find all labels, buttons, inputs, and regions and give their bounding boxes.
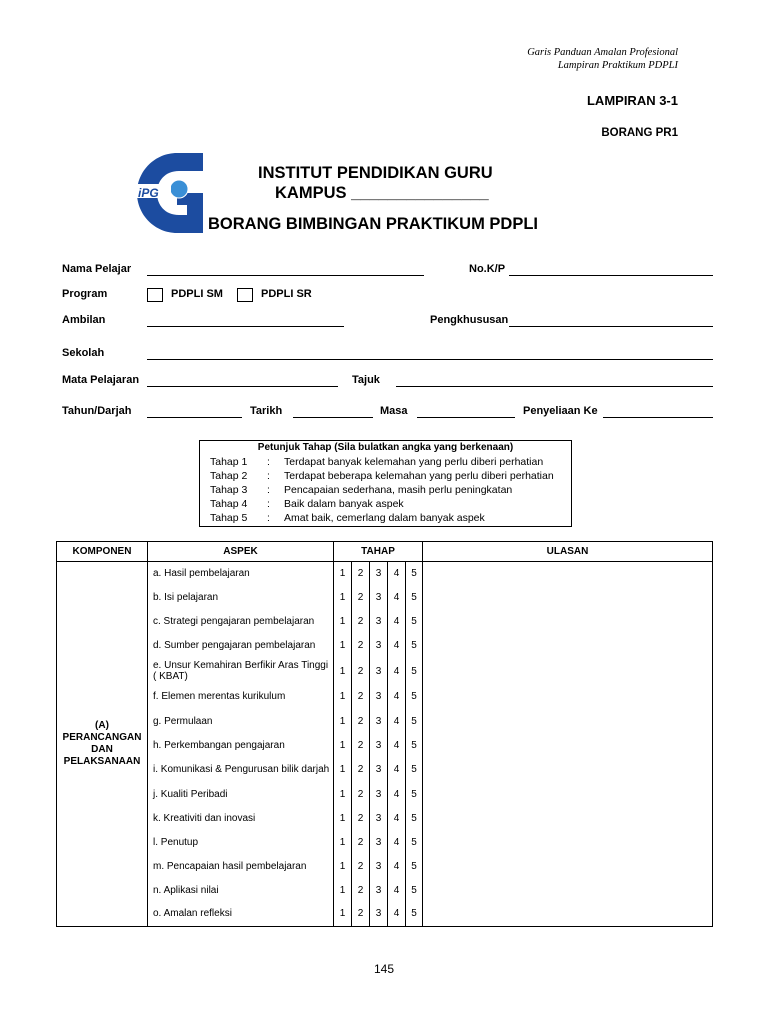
level-option-3[interactable]: 3 [370,902,388,927]
pdpli-sr-label: PDPLI SR [261,288,312,300]
year-class-field[interactable] [147,417,242,418]
level-description: Terdapat banyak kelemahan yang perlu diberi perhatian [284,456,544,468]
level-option-2[interactable]: 2 [352,782,370,807]
year-class-label: Tahun/Darjah [62,405,132,417]
aspect-cell: n. Aplikasi nilai [148,879,334,902]
school-label: Sekolah [62,347,105,359]
aspect-cell: o. Amalan refleksi [148,902,334,927]
level-option-5[interactable]: 5 [406,658,423,685]
component-line: PELAKSANAAN [63,756,141,767]
level-option-1[interactable]: 1 [334,758,352,782]
header-appendix-subtitle: Lampiran Praktikum PDPLI [557,60,678,71]
header-component: KOMPONEN [57,542,148,562]
header-comments: ULASAN [423,542,713,562]
level-option-1[interactable]: 1 [334,585,352,610]
level-option-2[interactable]: 2 [352,562,370,585]
page-number: 145 [373,962,395,976]
ipg-logo [137,153,207,233]
supervision-field[interactable] [603,417,713,418]
level-option-2[interactable]: 2 [352,758,370,782]
level-option-2[interactable]: 2 [352,855,370,879]
level-option-2[interactable]: 2 [352,610,370,633]
level-option-4[interactable]: 4 [388,658,406,685]
institute-title: INSTITUT PENDIDIKAN GURU [258,164,493,182]
topic-label: Tajuk [352,374,380,386]
level-option-3[interactable]: 3 [370,610,388,633]
level-option-3[interactable]: 3 [370,855,388,879]
level-option-3[interactable]: 3 [370,658,388,685]
subject-field[interactable] [147,386,338,387]
component-line: PERANCANGAN [62,732,142,743]
level-option-5[interactable]: 5 [406,855,423,879]
level-option-3[interactable]: 3 [370,782,388,807]
level-option-1[interactable]: 1 [334,709,352,734]
level-description: Baik dalam banyak aspek [284,498,404,510]
level-option-5[interactable]: 5 [406,734,423,758]
level-separator: : [267,484,270,496]
level-separator: : [267,456,270,468]
level-option-1[interactable]: 1 [334,610,352,633]
level-option-4[interactable]: 4 [388,902,406,927]
aspect-cell: f. Elemen merentas kurikulum [148,685,334,709]
supervision-label: Penyeliaan Ke [523,405,598,417]
level-option-1[interactable]: 1 [334,807,352,830]
level-option-4[interactable]: 4 [388,633,406,658]
level-description: Amat baik, cemerlang dalam banyak aspek [284,512,485,524]
level-option-3[interactable]: 3 [370,879,388,902]
pdpli-sm-checkbox[interactable] [147,288,163,302]
level-guide-box [199,440,572,527]
specialization-label: Pengkhususan [430,314,509,326]
borang-label: BORANG PR1 [601,127,678,139]
level-option-1[interactable]: 1 [334,633,352,658]
level-option-5[interactable]: 5 [406,807,423,830]
campus-title: KAMPUS _______________ [275,184,489,202]
level-option-4[interactable]: 4 [388,585,406,610]
level-description: Pencapaian sederhana, masih perlu peningkatan [284,484,513,496]
time-field[interactable] [417,417,515,418]
level-option-5[interactable]: 5 [406,879,423,902]
level-option-2[interactable]: 2 [352,807,370,830]
level-option-2[interactable]: 2 [352,585,370,610]
level-option-1[interactable]: 1 [334,879,352,902]
date-field[interactable] [293,417,373,418]
level-name: Tahap 5 [210,512,248,524]
aspect-cell: j. Kualiti Peribadi [148,782,334,807]
aspect-cell: a. Hasil pembelajaran [148,562,334,585]
level-option-3[interactable]: 3 [370,685,388,709]
level-option-4[interactable]: 4 [388,807,406,830]
level-name: Tahap 4 [210,498,248,510]
level-option-1[interactable]: 1 [334,734,352,758]
pdpli-sm-label: PDPLI SM [171,288,223,300]
ic-number-label: No.K/P [469,263,506,275]
level-option-1[interactable]: 1 [334,562,352,585]
level-separator: : [267,512,270,524]
level-option-5[interactable]: 5 [406,709,423,734]
aspect-cell: h. Perkembangan pengajaran [148,734,334,758]
level-option-2[interactable]: 2 [352,879,370,902]
table-header-row [57,542,713,562]
level-option-3[interactable]: 3 [370,585,388,610]
level-option-5[interactable]: 5 [406,685,423,709]
ipg-logo-text: iPG [138,186,159,200]
level-guide-title: Petunjuk Tahap (Sila bulatkan angka yang berkenaan) [257,442,514,453]
evaluation-table [56,541,713,927]
component-line: (A) [95,720,109,731]
aspect-cell: c. Strategi pengajaran pembelajaran [148,610,334,633]
level-option-3[interactable]: 3 [370,709,388,734]
comments-cell[interactable] [423,562,713,927]
level-option-5[interactable]: 5 [406,758,423,782]
header-aspect: ASPEK [148,542,334,562]
aspect-cell: g. Permulaan [148,709,334,734]
level-option-5[interactable]: 5 [406,902,423,927]
subject-label: Mata Pelajaran [62,374,140,386]
header-guideline-title: Garis Panduan Amalan Profesional [527,47,678,58]
specialization-field[interactable] [509,326,713,327]
level-option-4[interactable]: 4 [388,758,406,782]
aspect-cell: m. Pencapaian hasil pembelajaran [148,855,334,879]
level-option-3[interactable]: 3 [370,807,388,830]
level-option-4[interactable]: 4 [388,782,406,807]
level-option-1[interactable]: 1 [334,658,352,685]
level-option-3[interactable]: 3 [370,734,388,758]
ic-number-field[interactable] [509,275,713,276]
time-label: Masa [380,405,408,417]
level-option-1[interactable]: 1 [334,902,352,927]
intake-field[interactable] [147,326,344,327]
pdpli-sr-checkbox[interactable] [237,288,253,302]
aspect-cell: e. Unsur Kemahiran Berfikir Aras Tinggi ( KBAT) [148,658,334,685]
level-name: Tahap 3 [210,484,248,496]
level-option-1[interactable]: 1 [334,782,352,807]
level-option-4[interactable]: 4 [388,709,406,734]
school-field[interactable] [147,359,713,360]
table-body [57,562,713,927]
level-option-2[interactable]: 2 [352,830,370,855]
level-name: Tahap 2 [210,470,248,482]
level-option-2[interactable]: 2 [352,734,370,758]
level-option-4[interactable]: 4 [388,562,406,585]
level-option-2[interactable]: 2 [352,709,370,734]
intake-label: Ambilan [62,314,106,326]
level-option-5[interactable]: 5 [406,585,423,610]
form-title: BORANG BIMBINGAN PRAKTIKUM PDPLI [208,215,538,233]
aspect-cell: k. Kreativiti dan inovasi [148,807,334,830]
level-option-3[interactable]: 3 [370,562,388,585]
level-separator: : [267,470,270,482]
level-option-5[interactable]: 5 [406,782,423,807]
aspect-cell: d. Sumber pengajaran pembelajaran [148,633,334,658]
level-option-3[interactable]: 3 [370,633,388,658]
level-option-2[interactable]: 2 [352,658,370,685]
level-option-1[interactable]: 1 [334,855,352,879]
level-option-4[interactable]: 4 [388,879,406,902]
lampiran-label: LAMPIRAN 3-1 [586,93,678,108]
table-row [57,562,713,585]
component-cell [57,562,148,927]
component-line: DAN [91,744,113,755]
aspect-cell: b. Isi pelajaran [148,585,334,610]
level-option-5[interactable]: 5 [406,610,423,633]
level-name: Tahap 1 [210,456,248,468]
level-option-2[interactable]: 2 [352,685,370,709]
level-option-1[interactable]: 1 [334,685,352,709]
header-level: TAHAP [334,542,423,562]
level-option-4[interactable]: 4 [388,734,406,758]
program-label: Program [62,288,108,300]
date-label: Tarikh [250,405,283,417]
level-option-4[interactable]: 4 [388,685,406,709]
level-option-2[interactable]: 2 [352,633,370,658]
level-separator: : [267,498,270,510]
level-option-5[interactable]: 5 [406,830,423,855]
level-option-1[interactable]: 1 [334,830,352,855]
level-option-4[interactable]: 4 [388,610,406,633]
topic-field[interactable] [396,386,713,387]
student-name-field[interactable] [147,275,424,276]
level-option-4[interactable]: 4 [388,830,406,855]
level-option-5[interactable]: 5 [406,562,423,585]
level-option-5[interactable]: 5 [406,633,423,658]
student-name-label: Nama Pelajar [62,263,132,275]
level-option-3[interactable]: 3 [370,758,388,782]
level-option-3[interactable]: 3 [370,830,388,855]
aspect-cell: l. Penutup [148,830,334,855]
level-option-2[interactable]: 2 [352,902,370,927]
aspect-cell: i. Komunikasi & Pengurusan bilik darjah [148,758,334,782]
level-option-4[interactable]: 4 [388,855,406,879]
level-description: Terdapat beberapa kelemahan yang perlu diberi perhatian [284,470,554,482]
